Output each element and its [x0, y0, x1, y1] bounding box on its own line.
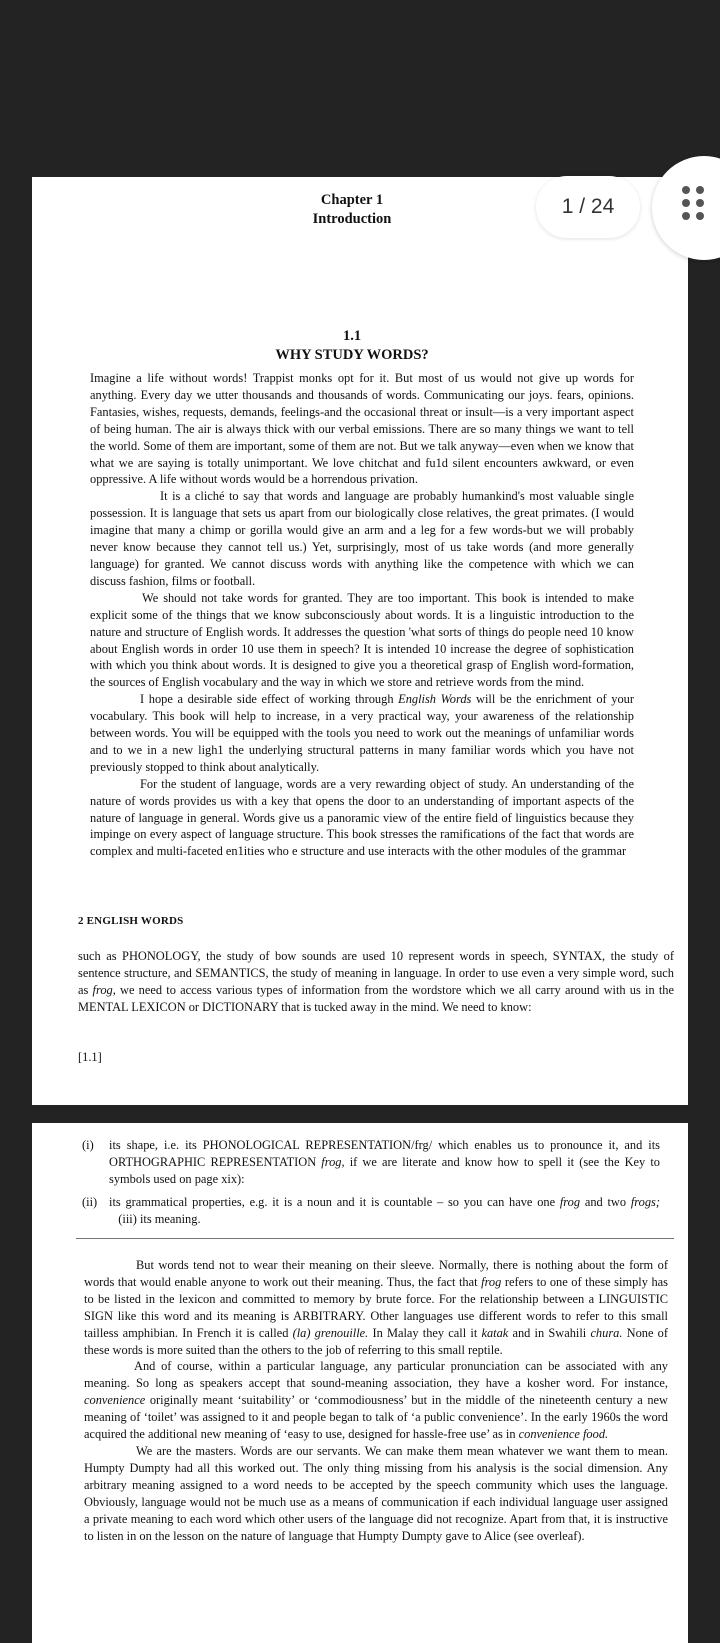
paragraph: Imagine a life without words! Trappist monks opt for it. But most of us would not give up words for anything. Every day we utter thousands and thousands of words. Communicating our joys. fears, opinions. Fantasies, wishes, requests, demands, feelings-and the occasional threat or insult—is a very important aspect of being human. The air is always thick with our verbal emissions. There are so many things we want to tell the world. Some of them are important, some of them are not. But we talk anyway—even when we know that what we are saying is totally unimportant. We love chitchat and fu1d silent encounters awkward, or even oppressive. A life without words would be a horrendous privation.: [90, 371, 634, 487]
list-item: [82, 1194, 660, 1228]
document-page-1: [32, 177, 688, 1105]
text-run: In Malay they call it: [368, 1325, 482, 1340]
section-body: [84, 1257, 668, 1544]
text-run: None of these words is more suited than the others to the job of referring to this small reptile.: [84, 1325, 668, 1357]
example-reference: [1.1]: [78, 1050, 102, 1064]
text-run: But words tend not to wear their meaning on their sleeve. Normally, there is nothing about the form of words that would enable anyone to work out their meaning. Thus, the fact that: [84, 1258, 668, 1289]
text-run: (iii) its meaning.: [109, 1211, 201, 1226]
italic-word: frogs;: [630, 1194, 660, 1209]
page-indicator[interactable]: 1 / 24: [536, 176, 640, 238]
text-run: such as PHONOLOGY, the study of bow sounds are used 10 represent words in speech, SYNTAX, the study of sentence structure, and SEMANTICS, the study of meaning in language. In order to use even a very simple word, such as: [78, 949, 674, 997]
paragraph: [84, 1358, 668, 1443]
italic-word: (la) grenouille.: [292, 1325, 369, 1340]
paragraph: We are the masters. Words are our servants. We can make them mean whatever we want them to mean. Humpty Dumpty had all this worked out. The only thing missing from his analysis is the social dimension. Any arbitrary meaning assigned to a word needs to be accepted by the speech community which uses the language. Obviously, language would not be much use as a means of communication if each individual language user assigned a private meaning to each word which other users of the language did not recognize. Apart from that, it is instructive to listen in on the lesson on the nature of language that Humpty Dumpty gave to Alice (see overleaf).: [84, 1443, 668, 1543]
section-body: [90, 370, 634, 860]
paragraph: We should not take words for granted. They are too important. This book is intended to make explicit some of the things that we know subconsciously about words. It is a linguistic introduction to the nature and structure of English words. It addresses the question 'what sorts of things do people need 10 know about English words in order 10 use them in speech? It is intended 10 increase the degree of sophistication with which you think about words. It is designed to give you a theoretical grasp of English word-formation, the sources of English vocabulary and the way in which we store and retrieve words from the mind.: [90, 590, 634, 690]
section-heading: [32, 327, 672, 364]
running-head: 2 ENGLISH WORDS: [78, 915, 184, 927]
text-run: and in Swahili: [508, 1325, 591, 1340]
divider: [76, 1238, 674, 1239]
text-run: refers to one of these simply has to be listed in the lexicon and committed to memory by brute force. For the relationship between a LINGUISTIC SIGN like this word and its meaning is ARBITRARY. Other languages use different words to refer to this small tailless amphibian. In French it is called: [84, 1274, 668, 1340]
text-run: And of course, within a particular language, any particular pronunciation can be associated with any meaning. So long as speakers accept that sound-meaning association, they have a kosher word. For instance,: [84, 1359, 668, 1391]
italic-word: frog: [559, 1194, 581, 1209]
italic-word: frog,: [321, 1154, 345, 1169]
text-run: will be the enrichment of your vocabulary. This book will help to increase, in a very practical way, your awareness of the relationship between words. You will be equipped with the tools you need to work out the meanings of unfamiliar words and to we in a new ligh1 the underlying structural patterns in many familiar words which you have not previously stopped to think about analytically.: [90, 692, 635, 774]
paragraph: [90, 691, 634, 776]
text-run: and two: [580, 1194, 631, 1209]
text-run: if we are literate and know how to spell it (see the Key to symbols used on page xix):: [109, 1154, 660, 1186]
list-number: (ii): [82, 1194, 98, 1209]
italic-word: katak: [481, 1325, 509, 1340]
text-run: we need to access various types of information from the wordstore which we all carry around with us in the MENTAL LEXICON or DICTIONARY that is tucked away in the mind. We need to know:: [78, 982, 674, 1014]
list-item: [82, 1137, 660, 1188]
document-page-2: [32, 1123, 688, 1643]
chapter-title: Introduction: [312, 211, 392, 227]
list-text: [109, 1194, 660, 1228]
text-run: I hope a desirable side effect of working through: [140, 692, 399, 707]
paragraph: [84, 1257, 668, 1358]
italic-word: convenience food.: [518, 1427, 609, 1442]
continued-text: [78, 948, 674, 1016]
list-number: (i): [82, 1138, 94, 1152]
book-title: English Words: [398, 692, 472, 707]
italic-word: convenience: [84, 1393, 146, 1408]
italic-word: chura.: [590, 1325, 623, 1340]
italic-word: frog,: [92, 982, 116, 997]
chapter-number: Chapter 1: [320, 192, 384, 208]
knowledge-list: [82, 1137, 660, 1234]
text-run: its grammatical properties, e.g. it is a noun and it is countable – so you can have one: [109, 1194, 560, 1209]
paragraph: It is a cliché to say that words and language are probably humankind's most valuable single possession. It is language that sets us apart from our biologically close relatives, the great primates. (I would imagine that many a chimp or gorilla would give an arm and a leg for a few words-but we will probably never know because they cannot tell us.) Yet, surprisingly, most of us take words (and more generally language) for granted. We cannot discuss words with anything like the competence with which we can discuss fashion, films or football.: [90, 489, 634, 588]
paragraph: For the student of language, words are a very rewarding object of study. An understanding of the nature of words provides us with a key that opens the door to an understanding of important aspects of the nature of language in general. Words give us a panoramic view of the entire field of linguistics because they impinge on every aspect of language structure. This book stresses the ramifications of the fact that words are complex and multi-faceted en1ities who e structure and use interacts with the other modules of the grammar: [90, 776, 634, 859]
italic-word: frog: [481, 1274, 502, 1289]
section-title: WHY STUDY WORDS?: [275, 346, 429, 363]
list-text: [109, 1137, 660, 1188]
section-number: 1.1: [342, 328, 362, 344]
text-run: originally meant ‘suitability’ or ‘commodiousness’ but in the middle of the nineteenth century a new meaning of ‘toilet’ was assigned to it and people began to talk of ‘a public convenience’. In the early 1960s the word acquired the additional new meaning of ‘easy to use, designed for hassle-free use’ as in: [84, 1393, 668, 1442]
text-run: its shape, i.e. its PHONOLOGICAL REPRESENTATION/frg/ which enables us to pronounce it, and its ORTHOGRAPHIC REPRESENTATION: [109, 1138, 660, 1169]
